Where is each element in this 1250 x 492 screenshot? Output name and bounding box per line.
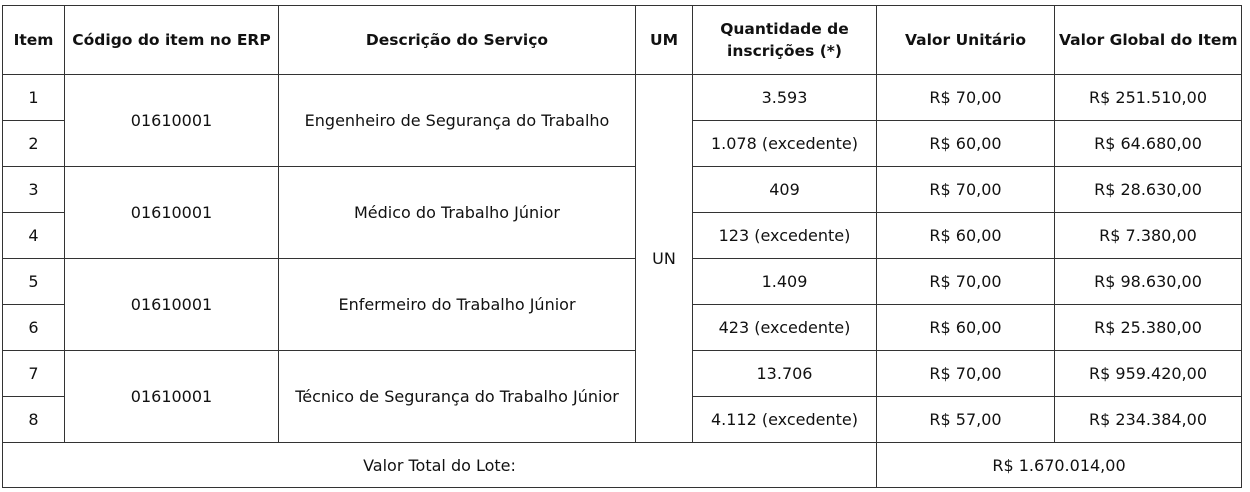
quantidade-cell: 4.112 (excedente) [693, 397, 877, 443]
valor-global-cell: R$ 28.630,00 [1055, 167, 1242, 213]
quantidade-cell: 13.706 [693, 351, 877, 397]
valor-global-cell: R$ 98.630,00 [1055, 259, 1242, 305]
valor-unitario-cell: R$ 70,00 [877, 259, 1055, 305]
item-number: 3 [3, 167, 65, 213]
item-number: 4 [3, 213, 65, 259]
table-row [3, 75, 1242, 121]
item-number: 6 [3, 305, 65, 351]
item-number: 8 [3, 397, 65, 443]
valor-unitario-cell: R$ 57,00 [877, 397, 1055, 443]
quantidade-cell: 409 [693, 167, 877, 213]
quantidade-cell: 123 (excedente) [693, 213, 877, 259]
valor-global-cell: R$ 7.380,00 [1055, 213, 1242, 259]
header-item: Item [3, 6, 65, 75]
quantidade-cell: 423 (excedente) [693, 305, 877, 351]
valor-global-cell: R$ 25.380,00 [1055, 305, 1242, 351]
quantidade-cell: 1.078 (excedente) [693, 121, 877, 167]
um-cell: UN [636, 75, 693, 443]
codigo-cell: 01610001 [65, 75, 279, 167]
valor-global-cell: R$ 64.680,00 [1055, 121, 1242, 167]
total-row [3, 443, 1242, 488]
valor-global-cell: R$ 251.510,00 [1055, 75, 1242, 121]
valor-unitario-cell: R$ 70,00 [877, 167, 1055, 213]
valor-unitario-cell: R$ 70,00 [877, 351, 1055, 397]
total-label: Valor Total do Lote: [3, 443, 877, 488]
valor-global-cell: R$ 959.420,00 [1055, 351, 1242, 397]
item-number: 1 [3, 75, 65, 121]
valor-unitario-cell: R$ 60,00 [877, 121, 1055, 167]
header-valor-global: Valor Global do Item [1055, 6, 1242, 75]
header-valor-unitario: Valor Unitário [877, 6, 1055, 75]
descricao-cell: Técnico de Segurança do Trabalho Júnior [279, 351, 636, 443]
header-um: UM [636, 6, 693, 75]
descricao-cell: Médico do Trabalho Júnior [279, 167, 636, 259]
table-row [3, 167, 1242, 213]
codigo-cell: 01610001 [65, 259, 279, 351]
header-row [3, 6, 1242, 75]
item-number: 5 [3, 259, 65, 305]
table-row [3, 259, 1242, 305]
valor-global-cell: R$ 234.384,00 [1055, 397, 1242, 443]
quantidade-cell: 1.409 [693, 259, 877, 305]
item-number: 7 [3, 351, 65, 397]
table-row [3, 351, 1242, 397]
codigo-cell: 01610001 [65, 351, 279, 443]
quantidade-cell: 3.593 [693, 75, 877, 121]
descricao-cell: Enfermeiro do Trabalho Júnior [279, 259, 636, 351]
header-descricao: Descrição do Serviço [279, 6, 636, 75]
item-number: 2 [3, 121, 65, 167]
valor-unitario-cell: R$ 60,00 [877, 305, 1055, 351]
header-quantidade: Quantidade de inscrições (*) [693, 6, 877, 75]
valor-unitario-cell: R$ 60,00 [877, 213, 1055, 259]
descricao-cell: Engenheiro de Segurança do Trabalho [279, 75, 636, 167]
header-codigo: Código do item no ERP [65, 6, 279, 75]
total-value: R$ 1.670.014,00 [877, 443, 1242, 488]
valor-unitario-cell: R$ 70,00 [877, 75, 1055, 121]
codigo-cell: 01610001 [65, 167, 279, 259]
lote-table [2, 5, 1242, 488]
